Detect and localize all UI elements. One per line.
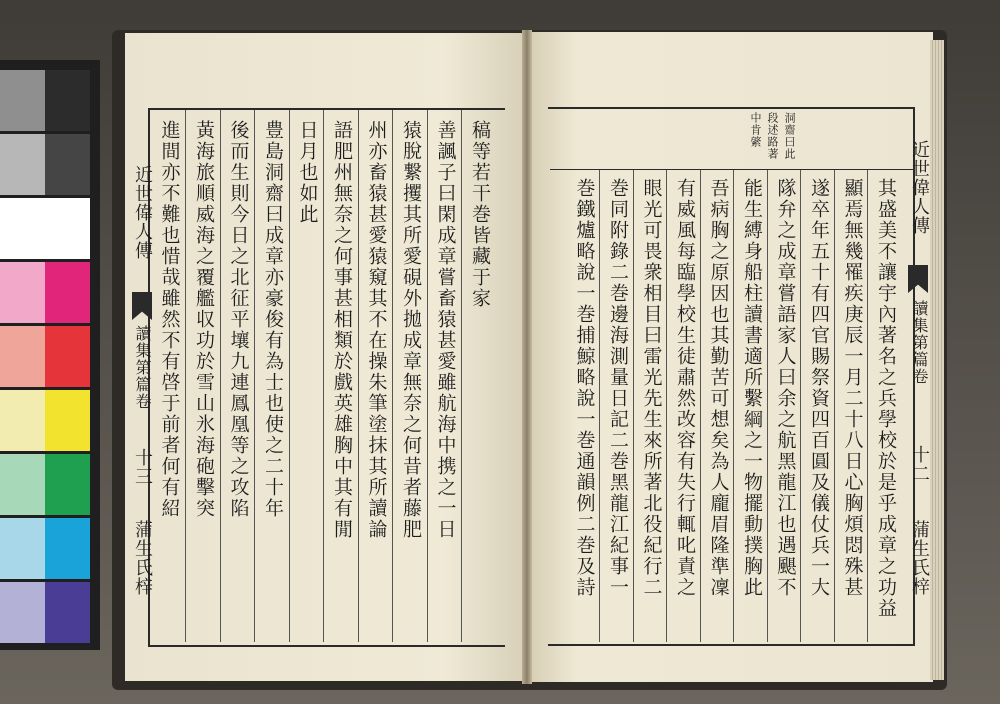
text-column: 吾病胸之原因也其勤苦可想矣為人龐眉隆準凜 [707,178,730,598]
color-patch [0,518,45,579]
color-calibration-target [0,60,100,650]
color-patch [45,262,90,323]
text-column: 顯焉無幾罹疾庚辰一月二十八日心胸煩悶殊甚 [841,178,864,598]
text-column: 猿脫繋攫其所愛硯外拋成章無奈之何昔者藤肥 [400,120,422,540]
text-column: 有威風每臨學校生徒肅然改容有失行輒叱責之 [674,178,696,598]
text-column: 稿等若干巻皆藏于家 [469,120,491,309]
page-edges [930,40,944,680]
color-patch [0,198,45,259]
right-margin-footer: 蒲生氏梓 [909,520,930,596]
text-column: 遂卒年五十有四官賜祭資四百圓及儀仗兵一大 [808,178,830,598]
text-column: 其盛美不讓宇內著名之兵學校於是乎成章之功益 [875,178,897,619]
book-gutter [522,30,532,684]
text-column: 豊島洞齋曰成章亦豪俊有為士也使之二十年 [262,120,284,519]
color-patch [0,70,45,131]
color-patch [45,518,90,579]
text-column: 後而生則今日之北征平壤九連鳳凰等之攻陷 [227,120,250,519]
color-patch [0,134,45,195]
color-patch [0,454,45,515]
text-column: 黃海旅順威海之覆艦収功於雪山氷海砲擊突 [193,120,215,519]
header-note-3: 中肯綮 [749,112,762,148]
right-margin-volume: 讀集第篇卷 [910,300,929,385]
color-patch [45,70,90,131]
color-patch [0,390,45,451]
color-patch [45,390,90,451]
header-note-1: 洞齋曰此 [783,112,796,160]
header-note-2: 段述路著 [766,112,779,160]
right-margin-title: 近世偉人傳 [909,140,930,235]
text-column: 巻鐵爐略說一巻捕鯨略說一巻通韻例二巻及詩 [573,178,596,598]
color-patch [0,582,45,643]
left-margin-title: 近世偉人傳 [132,165,153,260]
text-column: 進間亦不難也惜哉雖然不有啓于前者何有紹 [158,120,181,519]
text-column: 語肥州無奈之何事甚相類於戲英雄胸中其有閒 [331,120,353,540]
color-patch [0,326,45,387]
left-margin-page: 十三 [132,448,153,486]
left-margin-footer: 蒲生氏梓 [132,520,153,596]
color-patch [45,326,90,387]
color-patch [45,582,90,643]
text-column: 日月也如此 [296,120,319,225]
color-patch [45,454,90,515]
color-patch [45,134,90,195]
text-column: 隊弁之成章嘗語家人曰余之航黑龍江也遇颶不 [774,178,797,598]
color-patch [0,262,45,323]
right-margin-page: 十二 [909,445,930,483]
text-column: 善諷子曰閑成章嘗畜猿甚愛雖航海中携之一日 [434,120,457,540]
text-column: 州亦畜猿甚愛猿窺其不在操朱筆塗抹其所讀論 [365,120,388,540]
text-column: 巻同附錄二巻邊海測量日記二巻黑龍江紀事一 [607,178,629,598]
right-header-band [550,107,913,170]
color-patch [45,198,90,259]
text-column: 能生縛身船柱讀書適所繫綱之一物擺動撲胸此 [741,178,763,598]
text-column: 眼光可畏衆相目曰雷光先生來所著北役紀行二 [640,178,663,598]
left-margin-volume: 讀集第篇卷 [133,325,152,410]
